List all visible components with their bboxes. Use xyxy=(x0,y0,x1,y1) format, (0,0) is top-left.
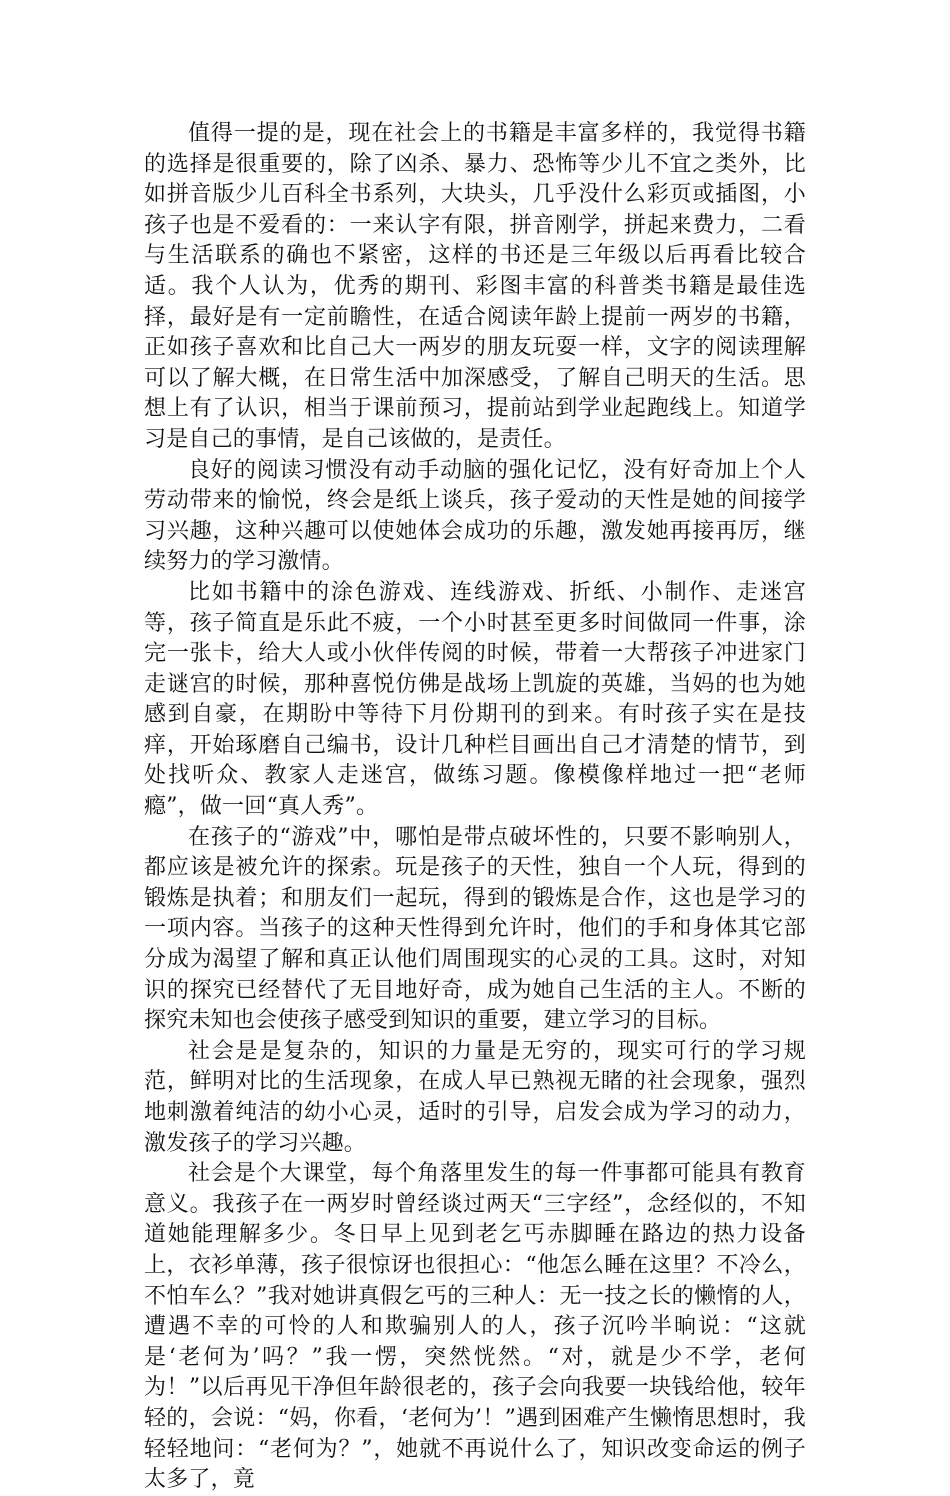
paragraph-2: 良好的阅读习惯没有动手动脑的强化记忆，没有好奇加上个人劳动带来的愉悦，终会是纸上谈兵，孩子爱动的天性是她的间接学习兴趣，这种兴趣可以使她体会成功的乐趣，激发她再接再厉，继续努力的学习激情。 xyxy=(144,457,806,575)
document-body xyxy=(144,119,806,1496)
paragraph-4: 在孩子的“游戏”中，哪怕是带点破坏性的，只要不影响别人，都应该是被允许的探索。玩是孩子的天性，独自一个人玩，得到的锻炼是执着；和朋友们一起玩，得到的锻炼是合作，这也是学习的一项内容。当孩子的这种天性得到允许时，他们的手和身体其它部分成为渴望了解和真正认他们周围现实的心灵的工具。这时，对知识的探究已经替代了无目地好奇，成为她自己生活的主人。不断的探究未知也会使孩子感受到知识的重要，建立学习的目标。 xyxy=(144,824,806,1034)
paragraph-1: 值得一提的是，现在社会上的书籍是丰富多样的，我觉得书籍的选择是很重要的，除了凶杀、暴力、恐怖等少儿不宜之类外，比如拼音版少儿百科全书系列，大块头，几乎没什么彩页或插图，小孩子也是不爱看的：一来认字有限，拼音刚学，拼起来费力，二看与生活联系的确也不紧密，这样的书还是三年级以后再看比较合适。我个人认为，优秀的期刊、彩图丰富的科普类书籍是最佳选择，最好是有一定前瞻性，在适合阅读年龄上提前一两岁的书籍，正如孩子喜欢和比自己大一两岁的朋友玩耍一样，文字的阅读理解可以了解大概，在日常生活中加深感受，了解自己明天的生活。思想上有了认识，相当于课前预习，提前站到学业起跑线上。知道学习是自己的事情，是自己该做的，是责任。 xyxy=(144,121,806,452)
paragraph-3: 比如书籍中的涂色游戏、连线游戏、折纸、小制作、走迷宫等，孩子简直是乐此不疲，一个小时甚至更多时间做同一件事，涂完一张卡，给大人或小伙伴传阅的时候，带着一大帮孩子冲进家门走谜宫的时候，那种喜悦仿佛是战场上凯旋的英雄，当妈的也为她感到自豪，在期盼中等待下月份期刊的到来。有时孩子实在是技痒，开始琢磨自己编书，设计几种栏目画出自己才清楚的情节，到处找听众、教家人走迷宫，做练习题。像模像样地过一把“老师瘾”，做一回“真人秀”。 xyxy=(144,579,806,820)
paragraph-5: 社会是是复杂的，知识的力量是无穷的，现实可行的学习规范，鲜明对比的生活现象，在成人早已熟视无睹的社会现象，强烈地刺激着纯洁的幼小心灵，适时的引导，启发会成为学习的动力，激发孩子的学习兴趣。 xyxy=(144,1038,806,1156)
paragraph-6: 社会是个大课堂，每个角落里发生的每一件事都可能具有教育意义。我孩子在一两岁时曾经谈过两天“三字经”，念经似的，不知道她能理解多少。冬日早上见到老乞丐赤脚睡在路边的热力设备上，衣衫单薄，孩子很惊讶也很担心：“他怎么睡在这里？不冷么，不怕车么？”我对她讲真假乞丐的三种人：无一技之长的懒惰的人，遭遇不幸的可怜的人和欺骗别人的人，孩子沉吟半晌说：“这就是‘老何为’吗？”我一愣，突然恍然。“对，就是少不学，老何为！”以后再见干净但年龄很老的，孩子会向我要一块钱给他，较年轻的，会说：“妈，你看，‘老何为’！”遇到困难产生懒惰思想时，我轻轻地问：“老何为？”，她就不再说什么了，知识改变命运的例子太多了，竟 xyxy=(144,1161,806,1493)
